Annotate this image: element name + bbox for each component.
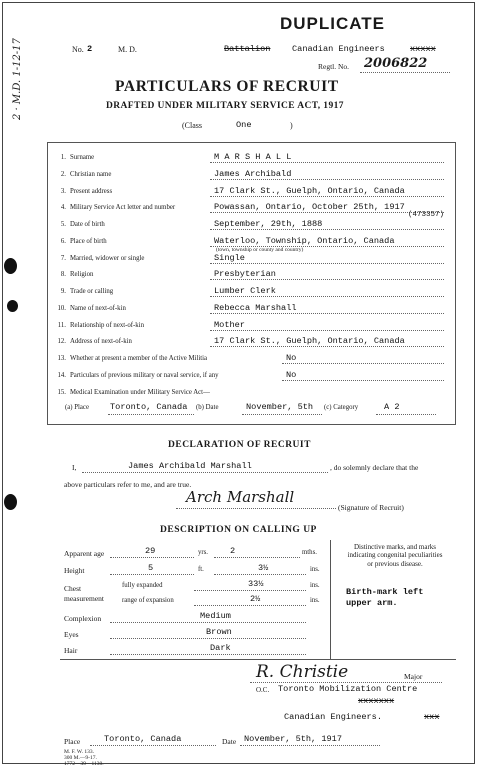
field-label: Trade or calling	[70, 288, 114, 295]
field-value: M A R S H A L L	[214, 152, 292, 162]
complexion-label: Complexion	[64, 614, 102, 623]
field-label: Military Service Act letter and number	[70, 204, 176, 211]
chest-label-1: Chest	[64, 584, 82, 593]
range-label: range of expansion	[122, 597, 174, 604]
field-number: 11.	[57, 322, 66, 329]
declaration-name: James Archibald Marshall	[128, 461, 252, 471]
footer-date-value: November, 5th, 1917	[244, 734, 342, 744]
form-id-2: 300 M.—9-17.	[64, 755, 97, 761]
field-value: No	[286, 353, 297, 363]
field-number: 14.	[57, 372, 66, 379]
field-value: Single	[214, 253, 245, 263]
corps-value: Canadian Engineers	[292, 44, 385, 54]
medical-place-label: (a) Place	[65, 404, 89, 411]
marks-heading: Distinctive marks, and marks indicating congenital peculiarities or previous disease.	[347, 543, 443, 568]
hair-value: Dark	[210, 643, 231, 653]
eyes-value: Brown	[206, 627, 232, 637]
field-value: James Archibald	[214, 169, 292, 179]
height-feet: 5	[148, 563, 154, 573]
field-number: 12.	[57, 338, 66, 345]
chest-ins-unit: ins.	[310, 582, 320, 589]
field-value: No	[286, 370, 297, 380]
medical-date-label: (b) Date	[196, 404, 219, 411]
officer-oc: O.C.	[256, 686, 270, 694]
field-number: 7.	[60, 255, 66, 262]
field-value: Waterloo, Township, Ontario, Canada	[214, 236, 395, 246]
field-number: 1.	[60, 154, 66, 161]
complexion-value: Medium	[200, 611, 231, 621]
fully-expanded-label: fully expanded	[122, 582, 163, 589]
duplicate-stamp: DUPLICATE	[280, 14, 386, 33]
range-value: 2½	[250, 594, 261, 604]
field-label: Christian name	[70, 171, 112, 178]
field-label: Medical Examination under Military Service Act—	[70, 389, 210, 396]
field-label: Married, widower or single	[70, 255, 145, 262]
field-value: Presbyterian	[214, 269, 276, 279]
field-value: 17 Clark St., Guelph, Ontario, Canada	[214, 186, 405, 196]
class-close: )	[290, 121, 293, 130]
field-number: 5.	[60, 221, 66, 228]
field-label: Surname	[70, 154, 95, 161]
officer-signature: R. Christie	[256, 662, 349, 682]
field-number: 4.	[60, 204, 66, 211]
footer-place-value: Toronto, Canada	[104, 734, 182, 744]
age-years: 29	[145, 546, 156, 556]
field-label: Place of birth	[70, 238, 107, 245]
md-label: M. D.	[118, 45, 137, 54]
medical-category-label: (c) Category	[324, 404, 359, 411]
regtl-label: Regtl. No.	[318, 62, 350, 71]
field-extra: (473357)	[408, 211, 445, 219]
officer-corps: Canadian Engineers.	[284, 712, 382, 722]
no-label: No.	[72, 45, 84, 54]
months-unit: mths.	[302, 549, 317, 556]
description-title: DESCRIPTION ON CALLING UP	[160, 525, 317, 535]
footer-place-label: Place	[64, 737, 81, 746]
field-label: Address of next-of-kin	[70, 338, 132, 345]
class-label: (Class	[182, 121, 202, 130]
recruit-signature: Arch Marshall	[186, 488, 295, 506]
field-value: Rebecca Marshall	[214, 303, 297, 313]
declaration-i: I,	[72, 463, 77, 472]
field-number: 10.	[57, 305, 66, 312]
field-label: Present address	[70, 188, 113, 195]
medical-date-value: November, 5th	[246, 402, 314, 412]
officer-corps-tail: xxx	[424, 712, 440, 722]
height-inches: 3½	[258, 563, 269, 573]
margin-note: 2 · M.D. 1-12-17	[12, 38, 23, 120]
field-number: 2.	[60, 171, 66, 178]
punch-hole-top	[4, 258, 17, 274]
field-number: 13.	[57, 355, 66, 362]
feet-unit: ft.	[198, 566, 204, 573]
field-value: September, 29th, 1888	[214, 219, 323, 229]
medical-category-value: A 2	[384, 402, 400, 412]
signature-caption: (Signature of Recruit)	[338, 503, 404, 512]
field-label: Relationship of next-of-kin	[70, 322, 144, 329]
inches-unit: ins.	[310, 566, 320, 573]
field-label: Religion	[70, 271, 94, 278]
chest-value: 33½	[248, 579, 264, 589]
declaration-title: DECLARATION OF RECRUIT	[168, 440, 311, 450]
field-label: Particulars of previous military or naval service, if any	[70, 372, 219, 379]
field-value: Lumber Clerk	[214, 286, 276, 296]
punch-hole-bottom	[4, 494, 17, 510]
field-value: Mother	[214, 320, 245, 330]
officer-rank: Major	[404, 672, 423, 681]
eyes-label: Eyes	[64, 630, 79, 639]
medical-place-value: Toronto, Canada	[110, 402, 188, 412]
age-label: Apparent age	[64, 549, 105, 558]
page-title: PARTICULARS OF RECRUIT	[115, 78, 339, 95]
class-value: One	[236, 120, 252, 130]
corps-struck: Battalion	[224, 44, 271, 54]
field-number: 8.	[60, 271, 66, 278]
form-id-1: M. F. W. 133.	[64, 749, 94, 755]
field-label: Date of birth	[70, 221, 105, 228]
years-unit: yrs.	[198, 549, 209, 556]
field-sub-caption: (town, township or county and country)	[216, 247, 304, 253]
range-ins-unit: ins.	[310, 597, 320, 604]
field-label: Name of next-of-kin	[70, 305, 126, 312]
officer-struck: xxxxxxx	[358, 696, 395, 706]
corps-struck-tail: xxxxx	[410, 44, 436, 54]
declaration-text-1: , do solemnly declare that the	[330, 463, 419, 472]
field-number: 6.	[60, 238, 66, 245]
age-months: 2	[230, 546, 236, 556]
field-number: 3.	[60, 188, 66, 195]
punch-hole-middle	[7, 300, 18, 312]
form-id-3: 1772—39—1130.	[64, 761, 104, 767]
height-label: Height	[64, 566, 85, 575]
hair-label: Hair	[64, 646, 78, 655]
field-number: 9.	[60, 288, 66, 295]
field-value: 17 Clark St., Guelph, Ontario, Canada	[214, 336, 405, 346]
marks-value: Birth-mark left upper arm.	[346, 587, 424, 608]
page-subtitle: DRAFTED UNDER MILITARY SERVICE ACT, 1917	[106, 101, 344, 111]
officer-unit: Toronto Mobilization Centre	[278, 684, 418, 694]
field-value: Powassan, Ontario, October 25th, 1917	[214, 202, 405, 212]
chest-label-2: measurement	[64, 594, 104, 603]
no-value: 2	[87, 44, 93, 54]
field-label: Whether at present a member of the Active Militia	[70, 355, 208, 362]
footer-date-label: Date	[222, 737, 237, 746]
regtl-value: 2006822	[364, 56, 428, 71]
field-number: 15.	[57, 389, 66, 396]
declaration-text-2: above particulars refer to me, and are true.	[64, 480, 192, 489]
